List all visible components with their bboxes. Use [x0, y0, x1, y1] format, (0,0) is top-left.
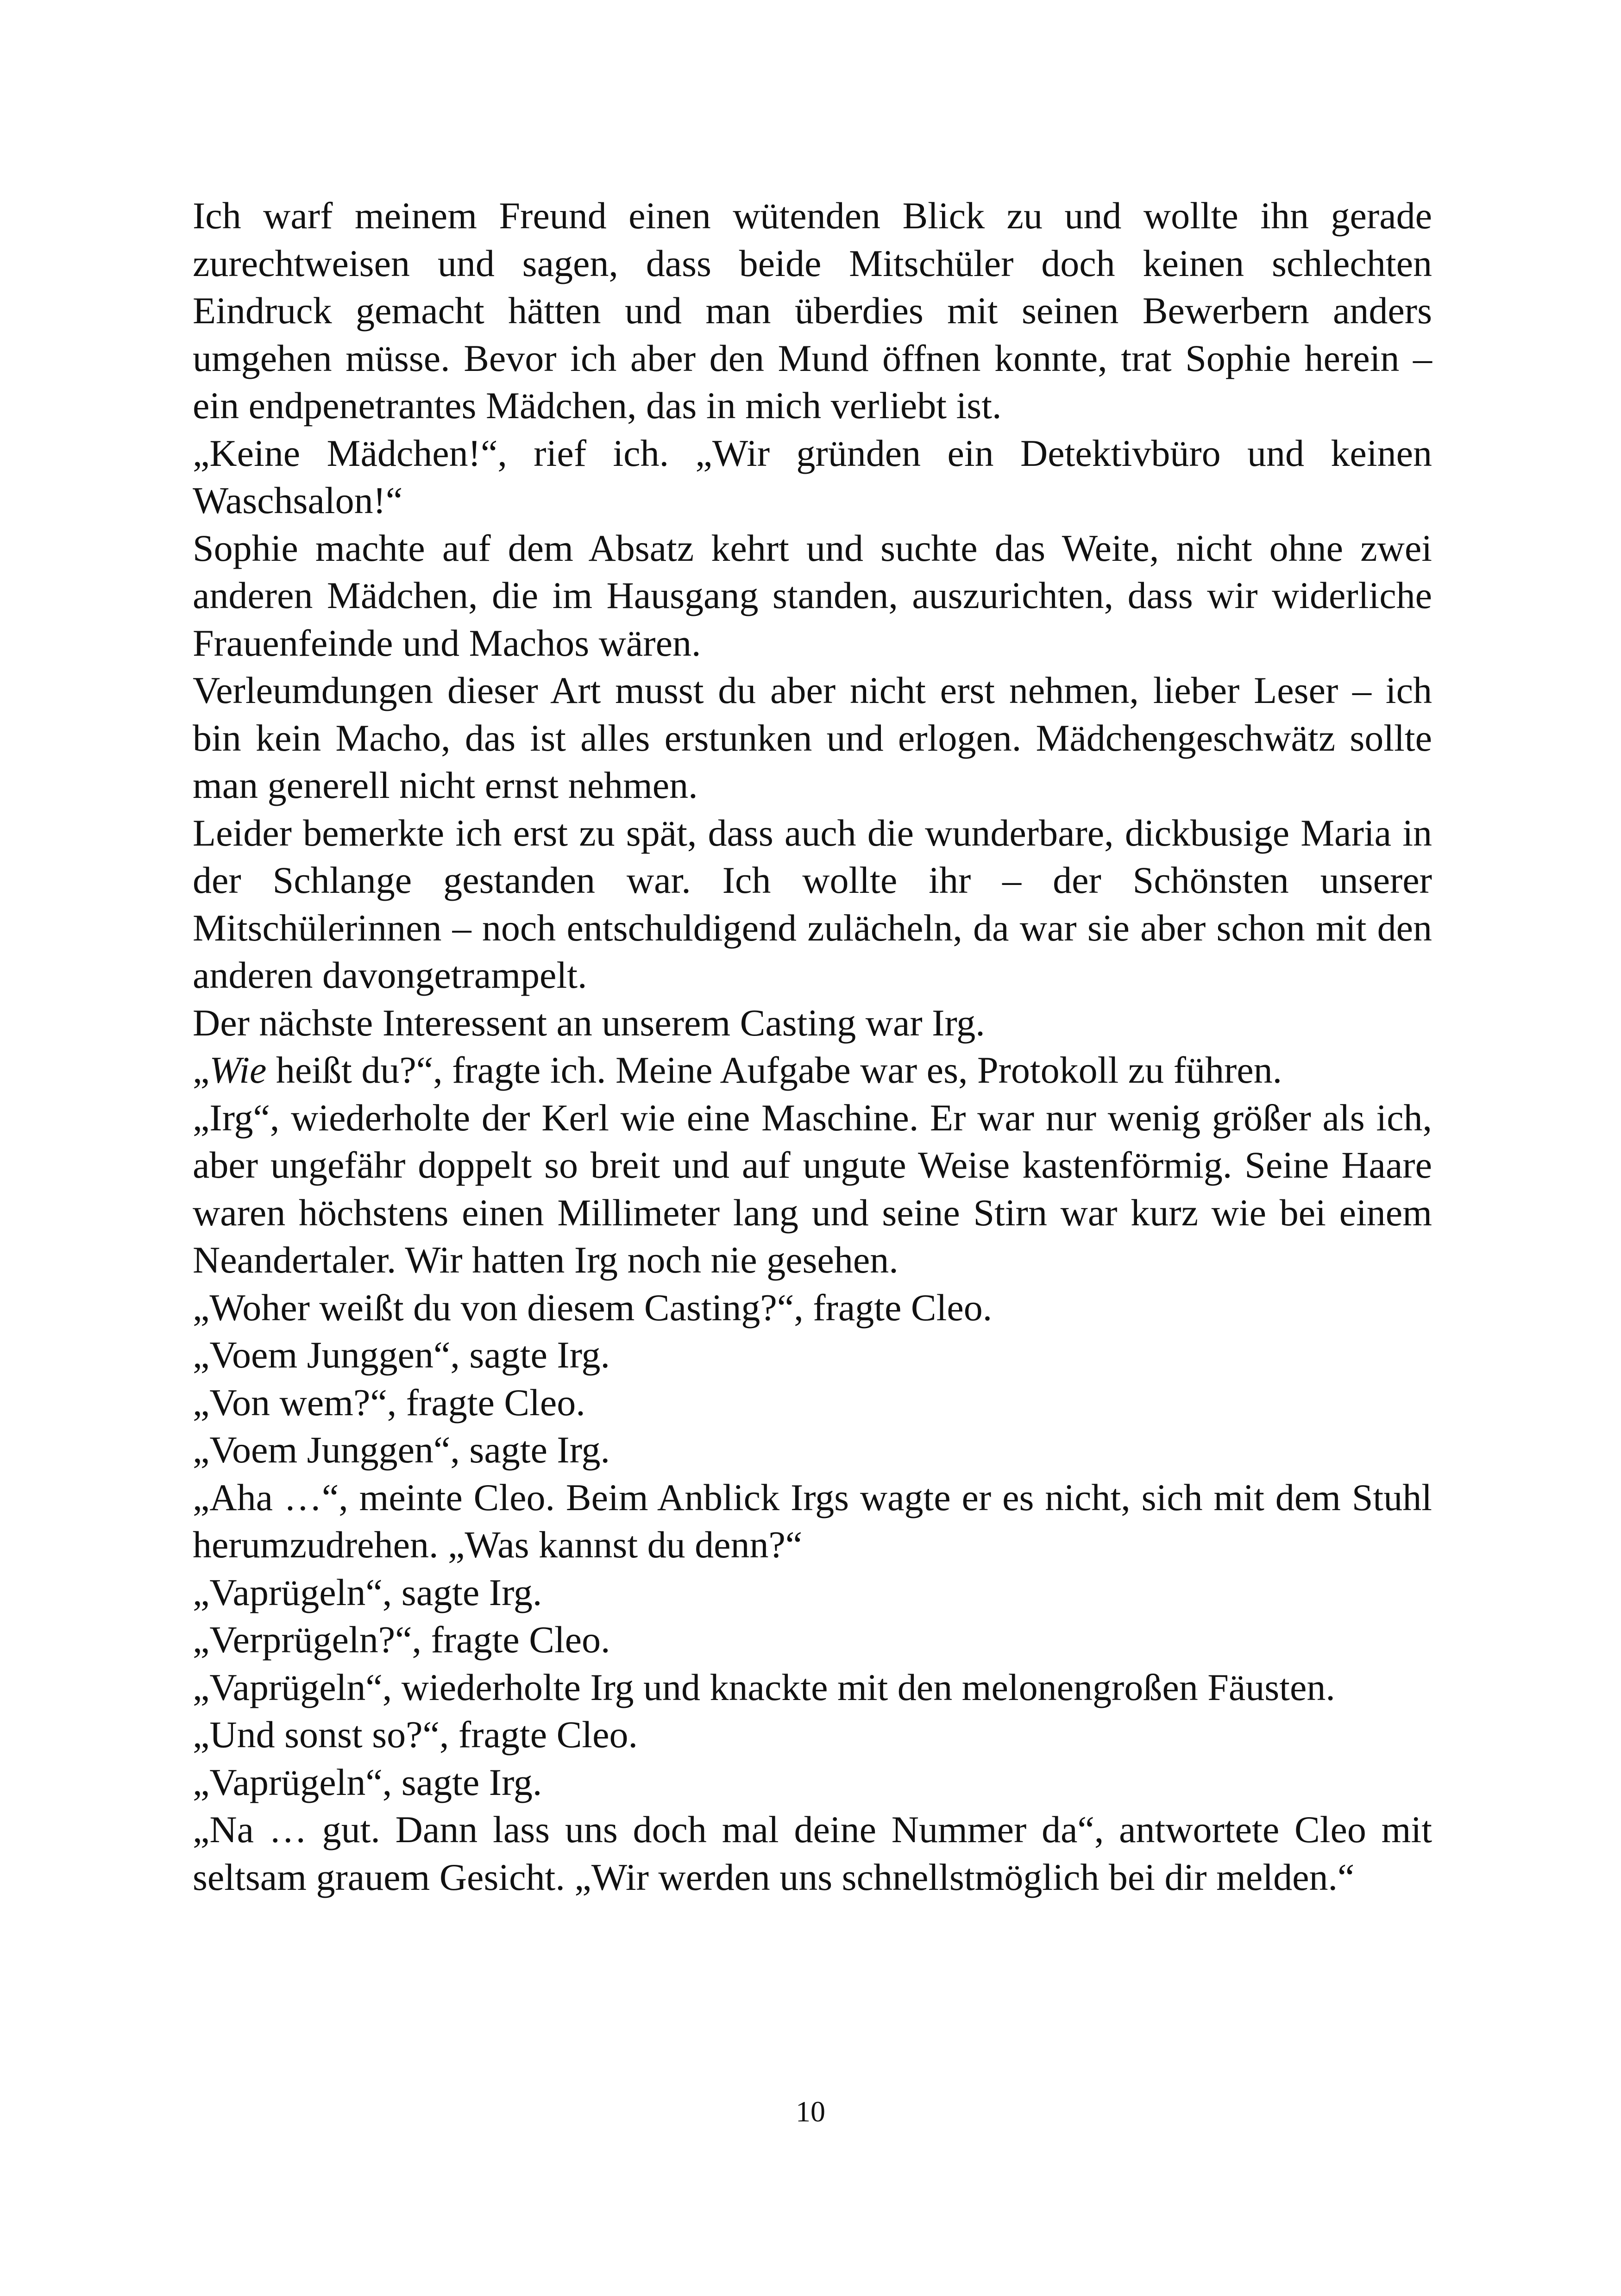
paragraph: Ich warf meinem Freund einen wütenden Blick zu und wollte ihn gerade zurechtweisen und sagen, dass beide Mitschüler doch keinen schlechten Eindruck gemacht hätten und man überdies mit seinen Bewerbern anders umgehen müsse. Bevor ich aber den Mund öffnen konnte, trat Sophie herein – ein endpenetrantes Mädchen, das in mich verliebt ist. — [193, 194, 1432, 427]
paragraph-rest: heißt du?“, fragte ich. Meine Aufgabe war es, Protokoll zu führen. — [266, 1049, 1282, 1091]
paragraph: Sophie machte auf dem Absatz kehrt und suchte das Weite, nicht ohne zwei anderen Mädchen, die im Hausgang standen, auszurichten, dass wir widerliche Frauenfeinde und Machos wären. — [193, 527, 1432, 664]
paragraph: Leider bemerkte ich erst zu spät, dass auch die wunderbare, dickbusige Maria in der Schlange gestanden war. Ich wollte ihr – der Schönsten unserer Mitschülerinnen – noch entschuldigend zulächeln, da war sie aber schon mit den anderen davongetrampelt. — [193, 811, 1432, 996]
paragraph: „Vaprügeln“, wiederholte Irg und knackte mit den melonengroßen Fäusten. — [193, 1666, 1335, 1708]
paragraph: Der nächste Interessent an unserem Casting war Irg. — [193, 1001, 985, 1044]
open-quote: „ — [193, 1049, 210, 1091]
paragraph: Verleumdungen dieser Art musst du aber nicht erst nehmen, lieber Leser – ich bin kein Macho, das ist alles erstunken und erlogen. Mädchengeschwätz sollte man generell nicht ernst nehmen. — [193, 669, 1432, 806]
italic-word: Wie — [209, 1049, 267, 1091]
page-number: 10 — [796, 2095, 825, 2128]
body-text — [193, 192, 1432, 1901]
paragraph: „Voem Junggen“, sagte Irg. — [193, 1334, 610, 1376]
paragraph: „Aha …“, meinte Cleo. Beim Anblick Irgs wagte er es nicht, sich mit dem Stuhl herumzudrehen. „Was kannst du denn?“ — [193, 1476, 1432, 1566]
paragraph: „Keine Mädchen!“, rief ich. „Wir gründen ein Detektivbüro und keinen Waschsalon!“ — [193, 432, 1432, 521]
paragraph: „Vaprügeln“, sagte Irg. — [193, 1571, 542, 1613]
paragraph: „Und sonst so?“, fragte Cleo. — [193, 1713, 638, 1756]
paragraph: „Irg“, wiederholte der Kerl wie eine Maschine. Er war nur wenig größer als ich, aber ungefähr doppelt so breit und auf ungute Weise kastenförmig. Seine Haare waren höchstens einen Millimeter lang und seine Stirn war kurz wie bei einem Neandertaler. Wir hatten Irg noch nie gesehen. — [193, 1096, 1432, 1281]
paragraph: „Woher weißt du von diesem Casting?“, fragte Cleo. — [193, 1286, 993, 1329]
paragraph: „Von wem?“, fragte Cleo. — [193, 1381, 585, 1424]
paragraph: „Verprügeln?“, fragte Cleo. — [193, 1618, 610, 1661]
paragraph — [193, 1047, 1432, 1094]
paragraph: „Voem Junggen“, sagte Irg. — [193, 1429, 610, 1471]
paragraph: „Vaprügeln“, sagte Irg. — [193, 1761, 542, 1803]
paragraph: „Na … gut. Dann lass uns doch mal deine Nummer da“, antwortete Cleo mit seltsam grauem Gesicht. „Wir werden uns schnellstmöglich bei dir melden.“ — [193, 1808, 1432, 1898]
